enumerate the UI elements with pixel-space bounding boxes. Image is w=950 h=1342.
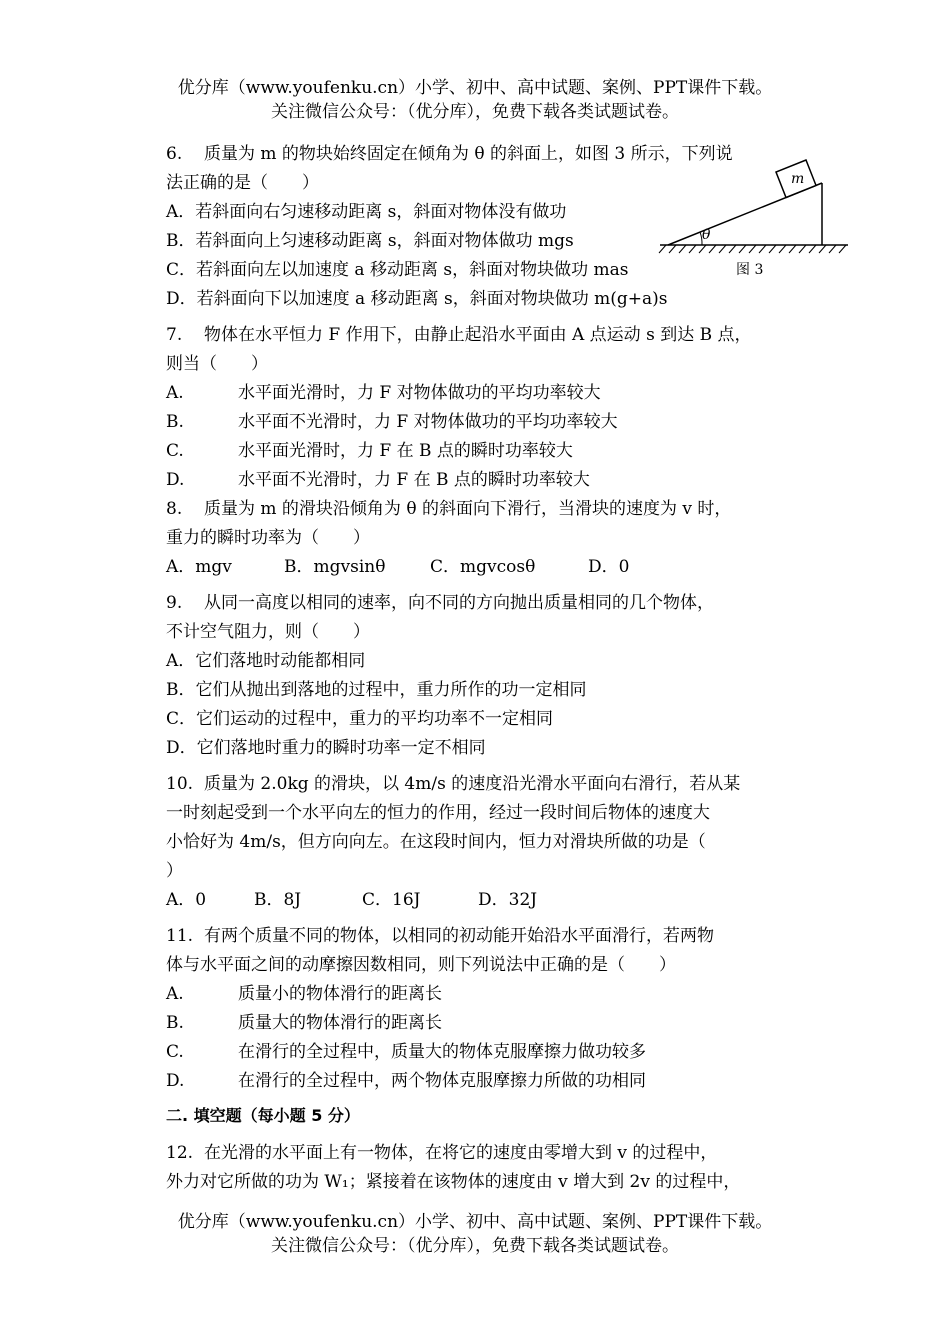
q12-stem: 在光滑的水平面上有一物体，在将它的速度由零增大到 v 的过程中， [204, 1143, 718, 1163]
q9-option-d: D．它们落地时重力的瞬时功率一定不相同 [166, 738, 486, 758]
q9-option-b: B．它们从抛出到落地的过程中，重力所作的功一定相同 [166, 680, 587, 700]
q10-option-d: D．32J [478, 890, 538, 910]
q11-line-2: 体与水平面之间的动摩擦因数相同，则下列说法中正确的是（ ） [166, 955, 676, 975]
q7-option-a: A. 水平面光滑时，力 F 对物体做功的平均功率较大 [166, 383, 601, 403]
q10-option-c: C．16J [362, 890, 421, 910]
q10-line-2: 一时刻起受到一个水平向左的恒力的作用，经过一段时间后物体的速度大 [166, 803, 710, 823]
section-2-title: 二. 填空题（每小题 5 分） [166, 1106, 360, 1125]
header-line-1: 优分库（www.youfenku.cn）小学、初中、高中试题、案例、PPT课件下载。 [177, 78, 773, 98]
q10-line-1 [166, 772, 740, 796]
q9-stem: 从同一高度以相同的速率，向不同的方向抛出质量相同的几个物体， [204, 593, 714, 613]
footer-line-1: 优分库（www.youfenku.cn）小学、初中、高中试题、案例、PPT课件下载。 [177, 1212, 773, 1232]
page-footer [0, 1210, 950, 1258]
page-header [0, 76, 950, 124]
q9-option-a: A．它们落地时动能都相同 [166, 651, 366, 671]
q8-option-c: C．mgvcosθ [430, 557, 536, 577]
q11-stem: 有两个质量不同的物体，以相同的初动能开始沿水平面滑行，若两物 [204, 926, 714, 946]
q10-stem: 质量为 2.0kg 的滑块，以 4m/s 的速度沿光滑水平面向右滑行，若从某 [204, 774, 741, 794]
q8-number: 8. [166, 499, 183, 519]
q7-option-d: D. 水平面不光滑时，力 F 在 B 点的瞬时功率较大 [166, 470, 590, 490]
figure-caption: 图 3 [736, 262, 764, 278]
q11-option-c: C. 在滑行的全过程中，质量大的物体克服摩擦力做功较多 [166, 1042, 646, 1062]
q9-number: 9. [166, 593, 183, 613]
q12-line-2: 外力对它所做的功为 W₁；紧接着在该物体的速度由 v 增大到 2v 的过程中， [166, 1172, 741, 1192]
q8-option-d: D．0 [588, 557, 630, 577]
ground-hatching [659, 245, 846, 253]
q9-option-c: C．它们运动的过程中，重力的平均功率不一定相同 [166, 709, 554, 729]
q6-option-d: D．若斜面向下以加速度 a 移动距离 s，斜面对物块做功 m(g+a)s [166, 289, 668, 309]
q6-option-a: A．若斜面向右匀速移动距离 s，斜面对物体没有做功 [166, 202, 567, 222]
footer-line-2: 关注微信公众号：（优分库），免费下载各类试题试卷。 [271, 1236, 679, 1256]
q7-number: 7. [166, 325, 183, 345]
q8-line-1 [166, 497, 731, 521]
q7-stem: 物体在水平恒力 F 作用下，由静止起沿水平面由 A 点运动 s 到达 B 点， [204, 325, 752, 345]
q12-number: 12. [166, 1143, 194, 1163]
q12-line-1 [166, 1141, 717, 1165]
q7-line-1 [166, 323, 752, 347]
q10-option-a: A．0 [166, 890, 207, 910]
q6-line-2: 法正确的是（ ） [166, 173, 319, 193]
q10-options [166, 888, 565, 912]
q10-line-3: 小恰好为 4m/s，但方向向左。在这段时间内，恒力对滑块所做的功是（ [166, 832, 706, 852]
q8-stem: 质量为 m 的滑块沿倾角为 θ 的斜面向下滑行，当滑块的速度为 v 时， [204, 499, 732, 519]
q11-line-1 [166, 924, 714, 948]
header-line-2: 关注微信公众号：（优分库），免费下载各类试题试卷。 [271, 102, 679, 122]
q7-option-b: B. 水平面不光滑时，力 F 对物体做功的平均功率较大 [166, 412, 618, 432]
q6-line-1 [166, 142, 733, 166]
q6-stem: 质量为 m 的物块始终固定在倾角为 θ 的斜面上，如图 3 所示，下列说 [204, 144, 733, 164]
q7-option-c: C. 水平面光滑时，力 F 在 B 点的瞬时功率较大 [166, 441, 573, 461]
q11-option-a: A. 质量小的物体滑行的距离长 [166, 984, 442, 1004]
q11-number: 11. [166, 926, 194, 946]
q8-line-2: 重力的瞬时功率为（ ） [166, 528, 370, 548]
q10-number: 10. [166, 774, 194, 794]
q9-line-2: 不计空气阻力，则（ ） [166, 622, 370, 642]
q8-options [166, 555, 657, 579]
incline-figure [650, 150, 850, 285]
q8-option-a: A．mgv [166, 557, 232, 577]
q11-option-d: D. 在滑行的全过程中，两个物体克服摩擦力所做的功相同 [166, 1071, 646, 1091]
angle-label: θ [702, 227, 711, 243]
q10-line-4: ） [166, 861, 183, 881]
q9-line-1 [166, 591, 714, 615]
block-label: m [791, 171, 805, 187]
q10-option-b: B．8J [254, 890, 302, 910]
q11-option-b: B. 质量大的物体滑行的距离长 [166, 1013, 442, 1033]
q6-option-c: C．若斜面向左以加速度 a 移动距离 s，斜面对物块做功 mas [166, 260, 629, 280]
q6-number: 6. [166, 144, 183, 164]
q8-option-b: B．mgvsinθ [284, 557, 386, 577]
q6-option-b: B．若斜面向上匀速移动距离 s，斜面对物体做功 mgs [166, 231, 574, 251]
q7-line-2: 则当（ ） [166, 354, 268, 374]
